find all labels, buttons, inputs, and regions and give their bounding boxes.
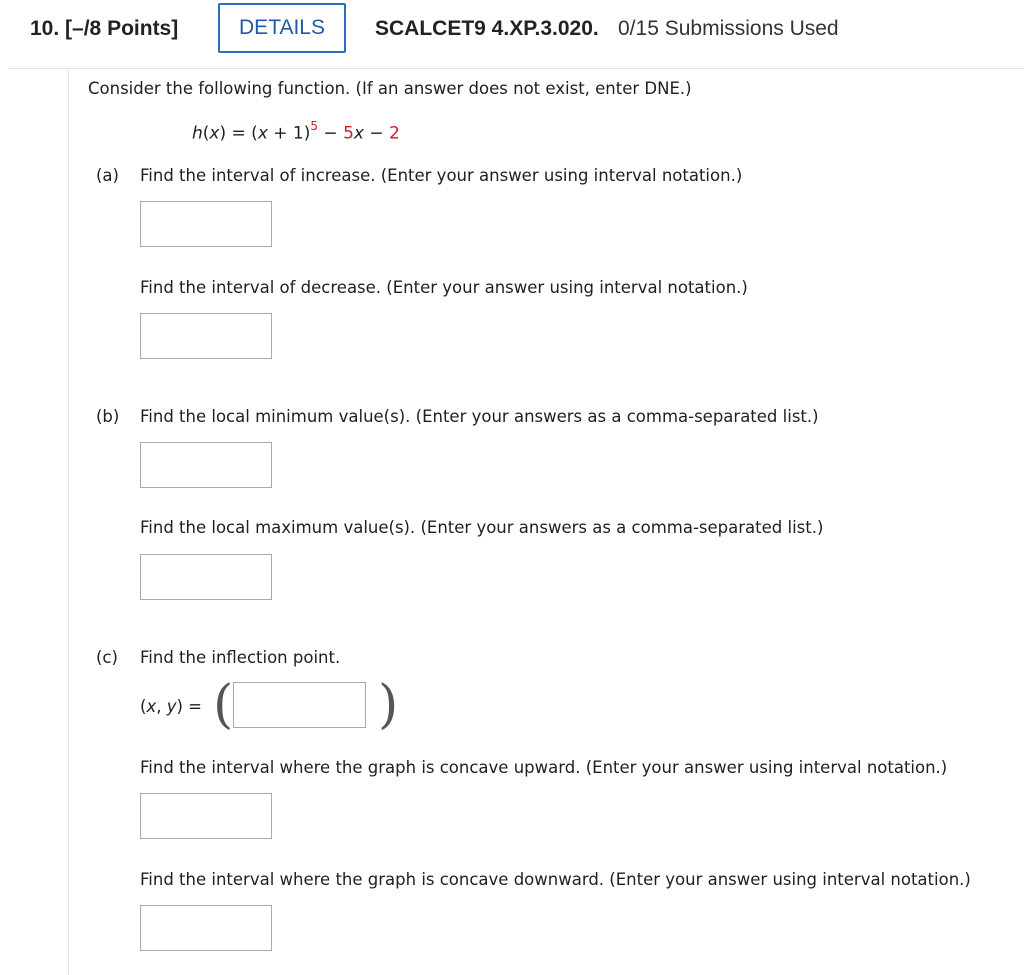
local-max-answer-box[interactable]: [140, 554, 272, 600]
xy-label: (x, y) =: [140, 697, 202, 716]
part-c-question-concave-down: Find the interval where the graph is concave downward. (Enter your answer using interval notation.): [140, 870, 971, 889]
part-a-label: (a): [96, 166, 119, 185]
decrease-answer-box[interactable]: [140, 313, 272, 359]
close-paren: ): [378, 675, 399, 735]
question-header: [8, 0, 1024, 69]
part-a-question-decrease: Find the interval of decrease. (Enter your answer using interval notation.): [140, 278, 748, 297]
increase-input[interactable]: [141, 202, 271, 246]
concave-up-input[interactable]: [141, 794, 271, 838]
local-min-input[interactable]: [141, 443, 271, 487]
details-button[interactable]: DETAILS: [218, 3, 346, 53]
part-c-question-inflection: Find the inflection point.: [140, 648, 341, 667]
part-c-label: (c): [96, 648, 118, 667]
concave-down-input[interactable]: [141, 906, 271, 950]
part-b-label: (b): [96, 407, 120, 426]
concave-down-answer-box[interactable]: [140, 905, 272, 951]
submissions-count: 0/15 Submissions Used: [618, 17, 839, 40]
open-paren: (: [213, 675, 234, 735]
question-number: 10. [–/8 Points]: [30, 17, 179, 40]
part-c-question-concave-up: Find the interval where the graph is concave upward. (Enter your answer using interval notation.): [140, 758, 948, 777]
local-min-answer-box[interactable]: [140, 442, 272, 488]
intro-text: Consider the following function. (If an answer does not exist, enter DNE.): [88, 79, 692, 98]
points-label: [–/8 Points]: [65, 17, 179, 40]
part-b-question-min: Find the local minimum value(s). (Enter your answers as a comma-separated list.): [140, 407, 819, 426]
inflection-answer-box[interactable]: [233, 682, 366, 728]
decrease-input[interactable]: [141, 314, 271, 358]
inflection-input[interactable]: [234, 683, 365, 727]
increase-answer-box[interactable]: [140, 201, 272, 247]
concave-up-answer-box[interactable]: [140, 793, 272, 839]
local-max-input[interactable]: [141, 555, 271, 599]
part-a-question-increase: Find the interval of increase. (Enter your answer using interval notation.): [140, 166, 743, 185]
question-code: SCALCET9 4.XP.3.020.: [375, 17, 599, 40]
function-formula: $h(x) = (x + 1)^5 - 5x - 2$: [192, 119, 400, 144]
part-b-question-max: Find the local maximum value(s). (Enter your answers as a comma-separated list.): [140, 518, 824, 537]
